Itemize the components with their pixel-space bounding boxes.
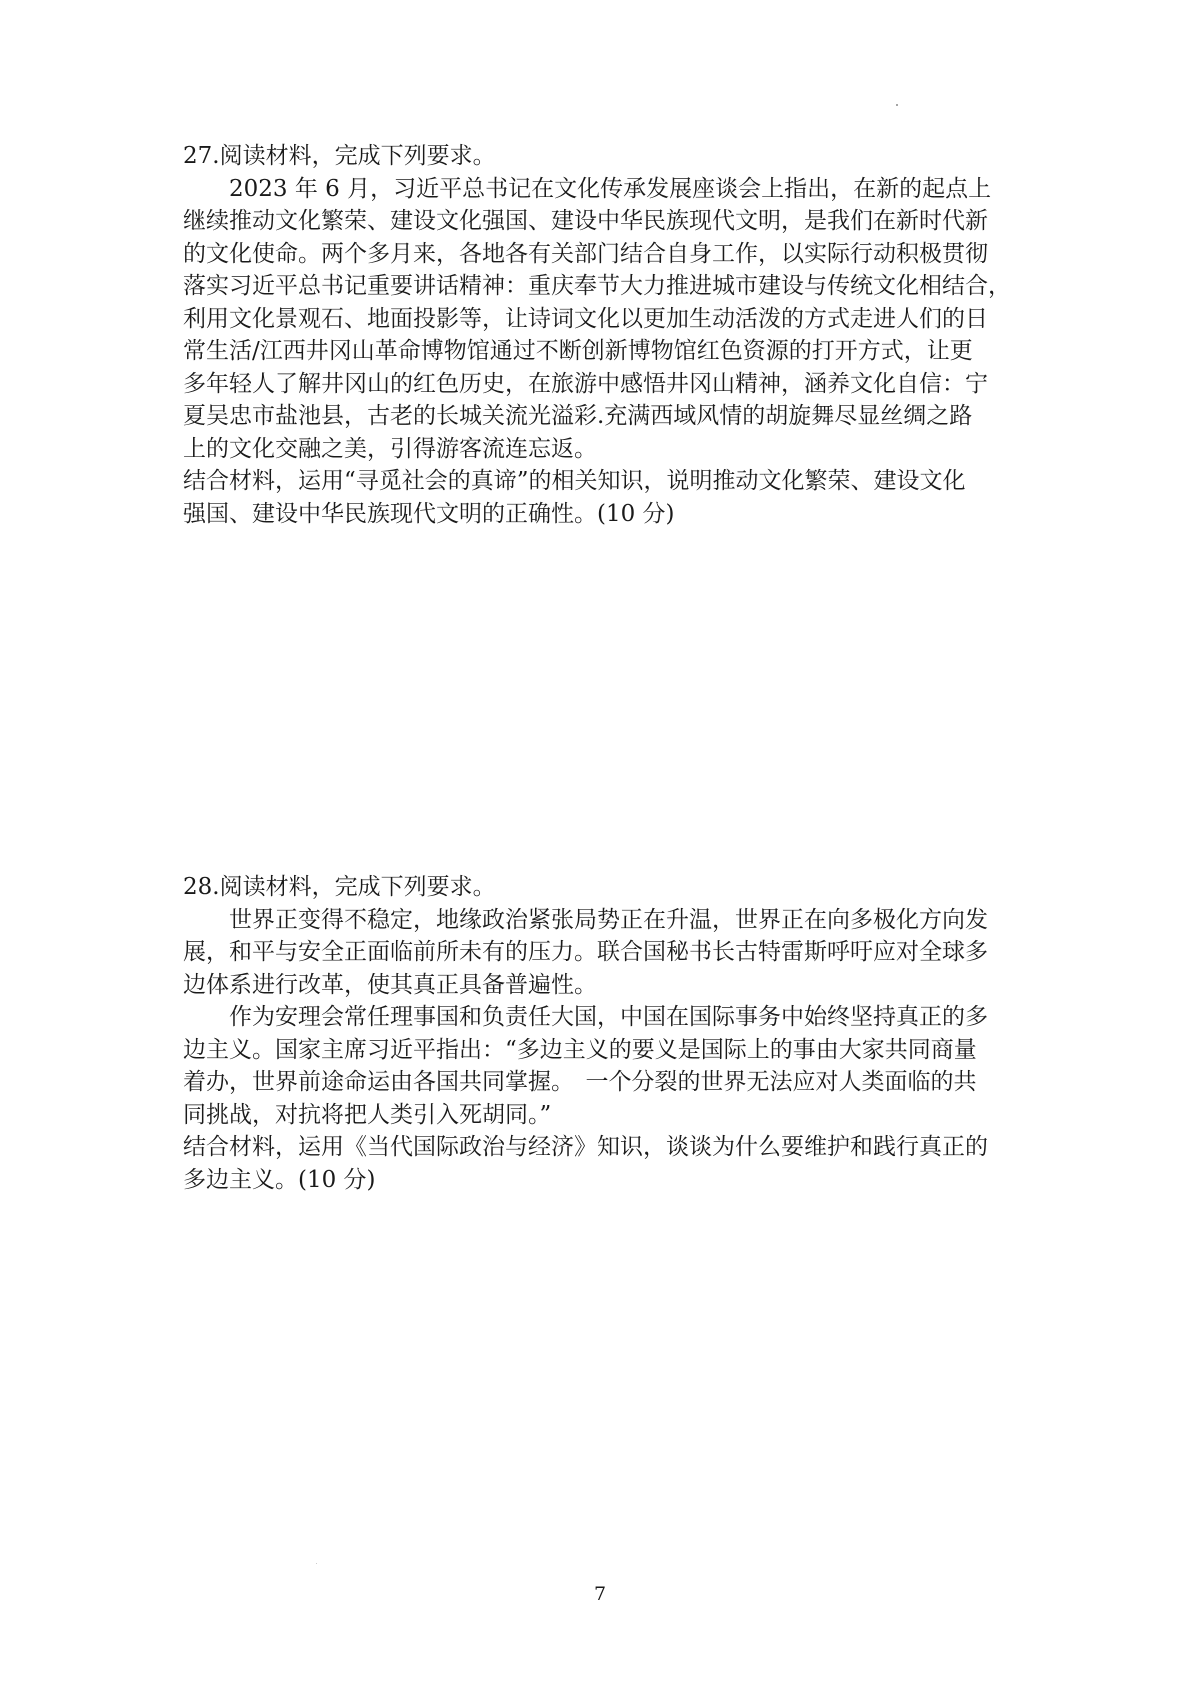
material-line: 边主义。国家主席习近平指出：“多边主义的要义是国际上的事由大家共同商量 [183,1036,977,1063]
material-line: 展，和平与安全正面临前所未有的压力。联合国秘书长古特雷斯呼吁应对全球多 [183,939,988,965]
question-27-material [183,173,1033,466]
material-line: 同挑战，对抗将把人类引入死胡同。” [183,1101,552,1128]
question-28-task [183,1131,1033,1196]
scan-speck [316,1563,317,1564]
material-line: 着办，世界前途命运由各国共同掌握。 一个分裂的世界无法应对人类面临的共 [183,1069,977,1095]
material-line: 2023 年 6 月，习近平总书记在文化传承发展座谈会上指出，在新的起点上 [229,175,992,202]
material-line: 夏吴忠市盐池县，古老的长城关流光溢彩.充满西域风情的胡旋舞尽显丝绸之路 [183,403,973,429]
question-28-paragraph-2 [183,1001,1033,1131]
task-line: 多边主义。(10 分) [183,1166,376,1193]
material-line: 落实习近平总书记重要讲话精神：重庆奉节大力推进城市建设与传统文化相结合， [183,273,1011,299]
material-line: 边体系进行改革，使其真正具备普遍性。 [183,971,597,998]
scan-speck [896,104,898,106]
material-line: 常生活/江西井冈山革命博物馆通过不断创新博物馆红色资源的打开方式，让更 [183,338,973,364]
question-27-task [183,465,1033,530]
task-line: 结合材料，运用《当代国际政治与经济》知识，谈谈为什么要维护和践行真正的 [183,1134,988,1160]
question-28-paragraph-1 [183,904,1033,1002]
material-line: 上的文化交融之美，引得游客流连忘返。 [183,435,597,462]
question-28 [183,871,1033,1196]
material-line: 世界正变得不稳定，地缘政治紧张局势正在升温，世界正在向多极化方向发 [229,906,988,933]
task-line: 结合材料，运用“寻觅社会的真谛”的相关知识，说明推动文化繁荣、建设文化 [183,468,966,494]
task-line: 强国、建设中华民族现代文明的正确性。(10 分) [183,500,675,527]
question-27 [183,140,1033,530]
material-line: 作为安理会常任理事国和负责任大国，中国在国际事务中始终坚持真正的多 [229,1004,988,1030]
material-line: 利用文化景观石、地面投影等，让诗词文化以更加生动活泼的方式走进人们的日 [183,305,988,332]
material-line: 的文化使命。两个多月来，各地各有关部门结合自身工作，以实际行动积极贯彻 [183,240,988,267]
material-line: 多年轻人了解井冈山的红色历史，在旅游中感悟井冈山精神，涵养文化自信：宁 [183,370,988,397]
question-28-heading: 28.阅读材料，完成下列要求。 [183,874,496,900]
page-number: 7 [593,1583,607,1605]
question-27-heading: 27.阅读材料，完成下列要求。 [183,143,496,169]
material-line: 继续推动文化繁荣、建设文化强国、建设中华民族现代文明，是我们在新时代新 [183,208,988,234]
